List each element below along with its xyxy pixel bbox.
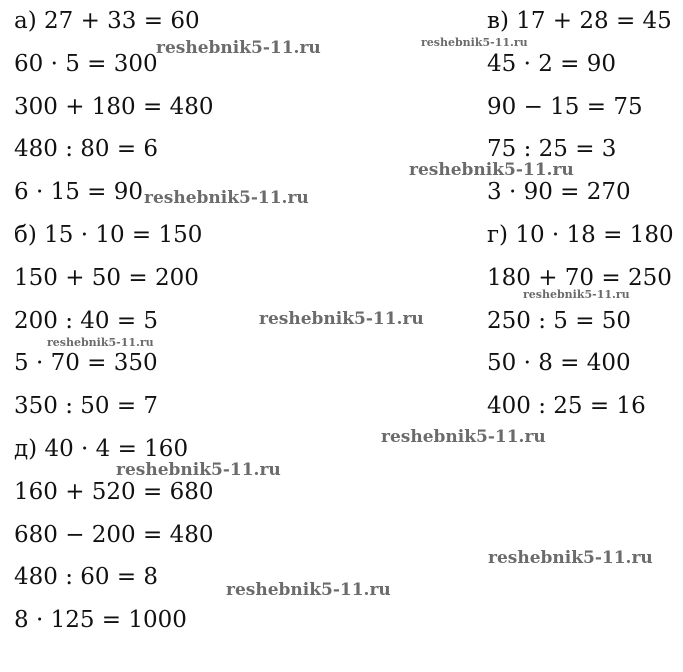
solution-line: 5 · 70 = 350 <box>14 350 158 377</box>
solution-line: 3 · 90 = 270 <box>487 179 631 206</box>
solution-line: 480 : 80 = 6 <box>14 136 159 163</box>
solution-line: в) 17 + 28 = 45 <box>487 8 672 34</box>
solution-line: 75 : 25 = 3 <box>487 136 617 163</box>
solution-line: д) 40 · 4 = 160 <box>14 435 189 462</box>
solution-line: 60 · 5 = 300 <box>14 50 158 77</box>
solution-line: 400 : 25 = 16 <box>487 393 646 420</box>
solution-line: 8 · 125 = 1000 <box>14 607 187 634</box>
watermark: reshebnik5-11.ru <box>409 160 574 180</box>
watermark: reshebnik5-11.ru <box>523 288 630 301</box>
solution-line: г) 10 · 18 = 180 <box>487 221 674 248</box>
solution-line: а) 27 + 33 = 60 <box>14 8 200 34</box>
solution-line: 180 + 70 = 250 <box>487 264 672 291</box>
left-solutions-column <box>14 0 214 642</box>
solution-line: 350 : 50 = 7 <box>14 393 159 420</box>
solution-line: 200 : 40 = 5 <box>14 307 159 334</box>
solution-line: 45 · 2 = 90 <box>487 50 616 77</box>
watermark: reshebnik5-11.ru <box>381 427 546 447</box>
solution-line: 250 : 5 = 50 <box>487 307 632 334</box>
watermark: reshebnik5-11.ru <box>47 336 154 349</box>
watermark: reshebnik5-11.ru <box>156 38 321 58</box>
solution-line: 150 + 50 = 200 <box>14 264 199 291</box>
solution-line: 6 · 15 = 90 <box>14 179 143 206</box>
watermark: reshebnik5-11.ru <box>488 548 653 568</box>
solution-line: 90 − 15 = 75 <box>487 93 643 120</box>
solution-line: б) 15 · 10 = 150 <box>14 221 203 248</box>
watermark: reshebnik5-11.ru <box>259 309 424 329</box>
solution-line: 50 · 8 = 400 <box>487 350 631 377</box>
solution-line: 300 + 180 = 480 <box>14 93 214 120</box>
watermark: reshebnik5-11.ru <box>226 580 391 600</box>
solution-line: 160 + 520 = 680 <box>14 478 214 505</box>
right-solutions-column <box>487 0 674 428</box>
watermark: reshebnik5-11.ru <box>421 36 528 49</box>
watermark: reshebnik5-11.ru <box>144 188 309 208</box>
solution-line: 480 : 60 = 8 <box>14 564 159 591</box>
watermark: reshebnik5-11.ru <box>116 460 281 480</box>
solution-line: 680 − 200 = 480 <box>14 521 214 548</box>
